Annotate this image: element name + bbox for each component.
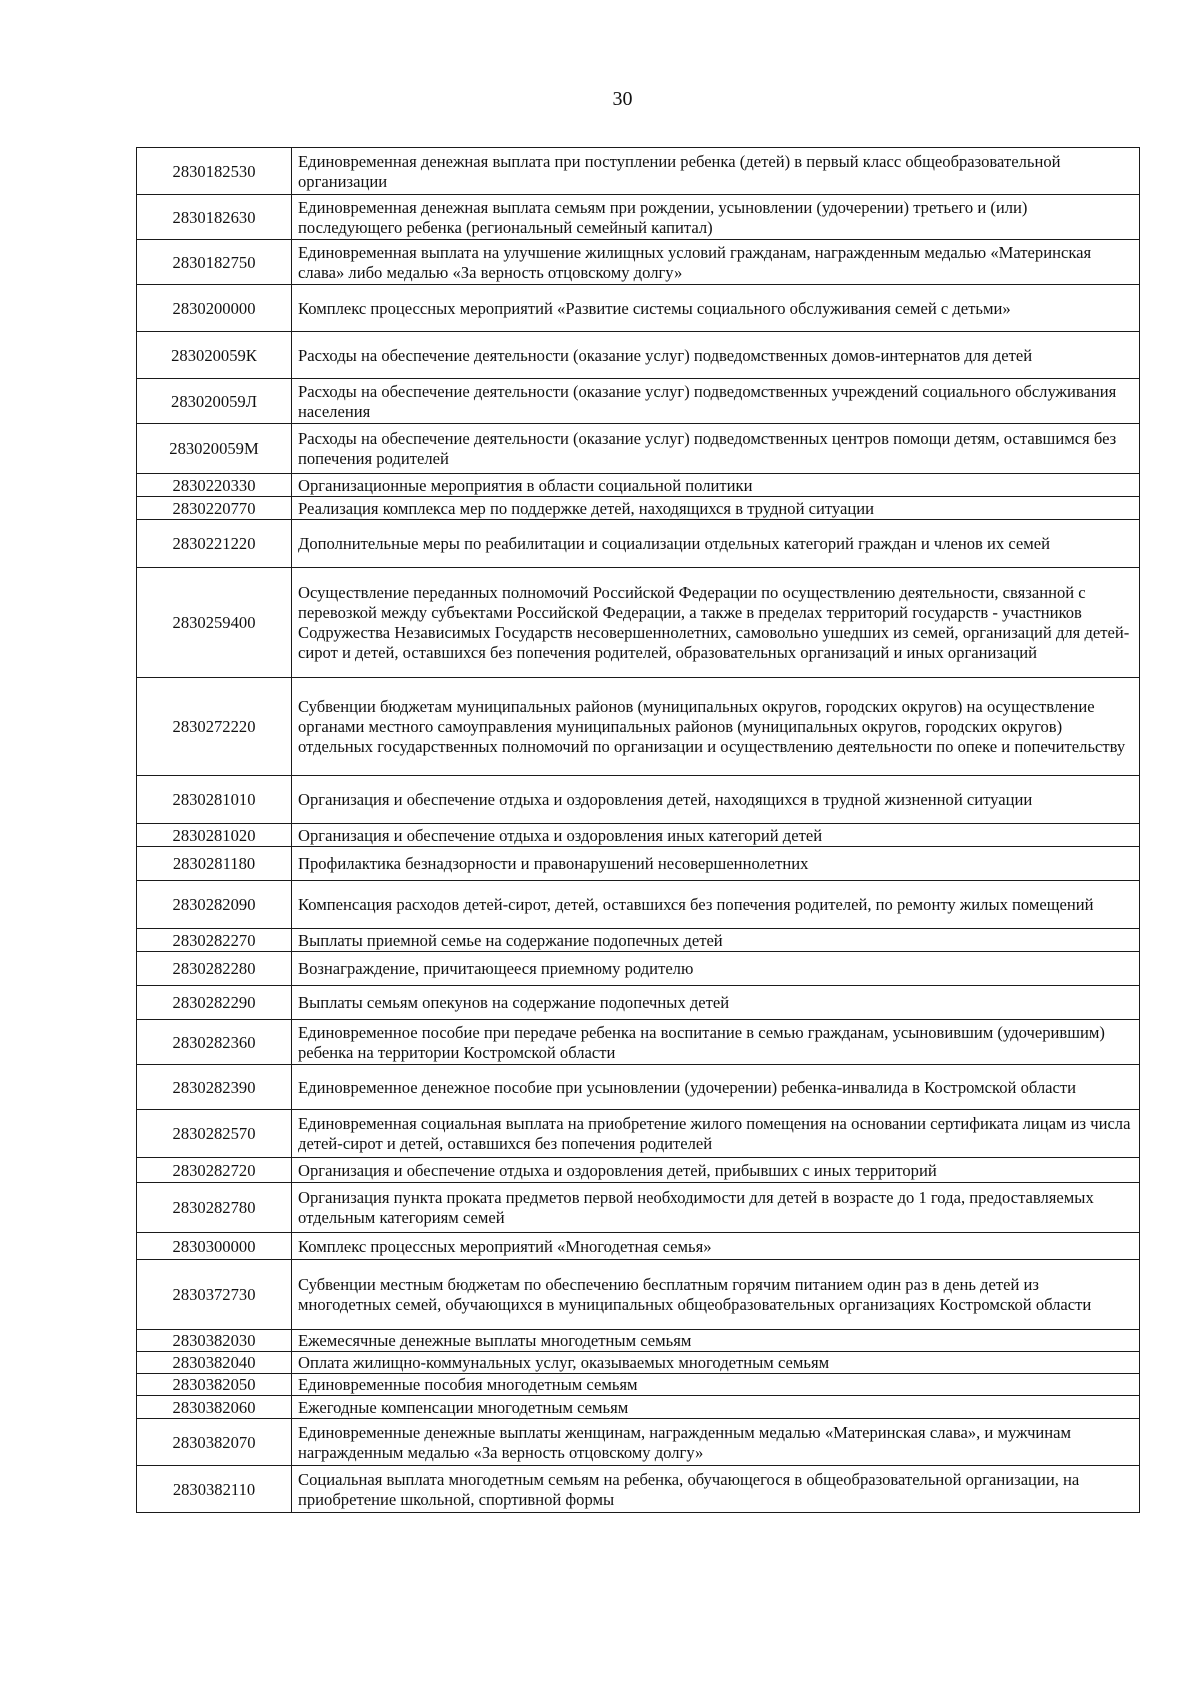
row-description: Выплаты семьям опекунов на содержание подопечных детей (292, 986, 1140, 1020)
table-row (137, 1260, 1140, 1330)
table-row (137, 881, 1140, 929)
table-row (137, 379, 1140, 424)
row-description: Расходы на обеспечение деятельности (оказание услуг) подведомственных домов-интернатов для детей (292, 332, 1140, 379)
row-code: 2830282280 (137, 952, 292, 986)
row-code: 2830382070 (137, 1419, 292, 1466)
row-description: Дополнительные меры по реабилитации и социализации отдельных категорий граждан и членов их семей (292, 520, 1140, 568)
row-code: 2830300000 (137, 1233, 292, 1260)
row-description: Расходы на обеспечение деятельности (оказание услуг) подведомственных учреждений социального обслуживания населения (292, 379, 1140, 424)
table-row (137, 1396, 1140, 1419)
row-code: 283020059К (137, 332, 292, 379)
table-row (137, 520, 1140, 568)
row-description: Единовременные денежные выплаты женщинам, награжденным медалью «Материнская слава», и мужчинам награжденным медалью «За верность отцовскому долгу» (292, 1419, 1140, 1466)
table-row (137, 1183, 1140, 1233)
row-code: 2830281020 (137, 824, 292, 847)
row-code: 2830200000 (137, 285, 292, 332)
table-row (137, 1330, 1140, 1352)
row-code: 2830282360 (137, 1020, 292, 1065)
row-description: Выплаты приемной семье на содержание подопечных детей (292, 929, 1140, 952)
row-code: 2830259400 (137, 568, 292, 678)
row-description: Расходы на обеспечение деятельности (оказание услуг) подведомственных центров помощи детям, оставшимся без попечения родителей (292, 424, 1140, 474)
page-number: 30 (612, 88, 633, 110)
row-code: 2830221220 (137, 520, 292, 568)
row-code: 2830281010 (137, 776, 292, 824)
row-description: Организация и обеспечение отдыха и оздоровления детей, находящихся в трудной жизненной ситуации (292, 776, 1140, 824)
table-row (137, 1020, 1140, 1065)
row-description: Единовременная социальная выплата на приобретение жилого помещения на основании сертификата лицам из числа детей-сирот и детей, оставшихся без попечения родителей (292, 1110, 1140, 1158)
row-code: 2830282090 (137, 881, 292, 929)
row-description: Оплата жилищно-коммунальных услуг, оказываемых многодетным семьям (292, 1352, 1140, 1374)
row-description: Ежемесячные денежные выплаты многодетным семьям (292, 1330, 1140, 1352)
row-description: Единовременная выплата на улучшение жилищных условий гражданам, награжденным медалью «Материнская слава» либо медалью «За верность отцовскому долгу» (292, 240, 1140, 285)
row-description: Комплекс процессных мероприятий «Развитие системы социального обслуживания семей с детьми» (292, 285, 1140, 332)
row-description: Организация и обеспечение отдыха и оздоровления детей, прибывших с иных территорий (292, 1158, 1140, 1183)
table-row (137, 1352, 1140, 1374)
row-code: 2830272220 (137, 678, 292, 776)
row-code: 283020059Л (137, 379, 292, 424)
row-description: Единовременная денежная выплата семьям при рождении, усыновлении (удочерении) третьего и (или) последующего ребенка (региональный семейный капитал) (292, 195, 1140, 240)
row-code: 2830372730 (137, 1260, 292, 1330)
table-row (137, 148, 1140, 195)
row-description: Субвенции местным бюджетам по обеспечению бесплатным горячим питанием один раз в день детей из многодетных семей, обучающихся в муниципальных общеобразовательных организациях Костромской области (292, 1260, 1140, 1330)
row-code: 2830220330 (137, 474, 292, 497)
row-description: Реализация комплекса мер по поддержке детей, находящихся в трудной ситуации (292, 497, 1140, 520)
table-row (137, 776, 1140, 824)
row-code: 2830382050 (137, 1374, 292, 1396)
row-description: Ежегодные компенсации многодетным семьям (292, 1396, 1140, 1419)
table-row (137, 929, 1140, 952)
table-row (137, 1419, 1140, 1466)
table-row (137, 1466, 1140, 1513)
row-code: 2830382060 (137, 1396, 292, 1419)
row-code: 2830220770 (137, 497, 292, 520)
row-description: Организационные мероприятия в области социальной политики (292, 474, 1140, 497)
table-row (137, 824, 1140, 847)
table-row (137, 1065, 1140, 1110)
row-code: 2830282720 (137, 1158, 292, 1183)
row-code: 2830282570 (137, 1110, 292, 1158)
table-row (137, 1233, 1140, 1260)
row-description: Единовременные пособия многодетным семьям (292, 1374, 1140, 1396)
row-description: Социальная выплата многодетным семьям на ребенка, обучающегося в общеобразовательной организации, на приобретение школьной, спортивной формы (292, 1466, 1140, 1513)
table-row (137, 497, 1140, 520)
row-code: 2830282270 (137, 929, 292, 952)
row-code: 2830382110 (137, 1466, 292, 1513)
table-row (137, 1158, 1140, 1183)
row-description: Профилактика безнадзорности и правонарушений несовершеннолетних (292, 847, 1140, 881)
row-code: 2830182630 (137, 195, 292, 240)
row-description: Единовременное пособие при передаче ребенка на воспитание в семью гражданам, усыновившим (удочерившим) ребенка на территории Костромской области (292, 1020, 1140, 1065)
table-row (137, 240, 1140, 285)
row-description: Организация пункта проката предметов первой необходимости для детей в возрасте до 1 года, предоставляемых отдельным категориям семей (292, 1183, 1140, 1233)
budget-code-table (136, 147, 1140, 1513)
table-row (137, 847, 1140, 881)
row-description: Вознаграждение, причитающееся приемному родителю (292, 952, 1140, 986)
row-code: 2830182530 (137, 148, 292, 195)
table-row (137, 952, 1140, 986)
row-description: Субвенции бюджетам муниципальных районов (муниципальных округов, городских округов) на осуществление органами местного самоуправления муниципальных районов (муниципальных округов, городских округов) отдельных государственных полномочий по организации и осуществлению деятельности по опеке и попечительству (292, 678, 1140, 776)
table-row (137, 1374, 1140, 1396)
table-row (137, 285, 1140, 332)
table-row (137, 986, 1140, 1020)
row-code: 2830281180 (137, 847, 292, 881)
row-description: Осуществление переданных полномочий Российской Федерации по осуществлению деятельности, связанной с перевозкой между субъектами Российской Федерации, а также в пределах территорий государств - участников Содружества Независимых Государств несовершеннолетних, самовольно ушедших из семей, организаций для детей-сирот и детей, оставшихся без попечения родителей, образовательных организаций и иных организаций (292, 568, 1140, 678)
table-row (137, 424, 1140, 474)
row-description: Комплекс процессных мероприятий «Многодетная семья» (292, 1233, 1140, 1260)
table-row (137, 474, 1140, 497)
table-row (137, 195, 1140, 240)
table-row (137, 332, 1140, 379)
row-description: Компенсация расходов детей-сирот, детей, оставшихся без попечения родителей, по ремонту жилых помещений (292, 881, 1140, 929)
row-code: 2830282390 (137, 1065, 292, 1110)
row-code: 2830182750 (137, 240, 292, 285)
table-row (137, 1110, 1140, 1158)
row-code: 2830282290 (137, 986, 292, 1020)
row-description: Организация и обеспечение отдыха и оздоровления иных категорий детей (292, 824, 1140, 847)
row-code: 2830282780 (137, 1183, 292, 1233)
row-code: 2830382040 (137, 1352, 292, 1374)
row-code: 283020059М (137, 424, 292, 474)
row-code: 2830382030 (137, 1330, 292, 1352)
row-description: Единовременная денежная выплата при поступлении ребенка (детей) в первый класс общеобразовательной организации (292, 148, 1140, 195)
table-row (137, 568, 1140, 678)
table-row (137, 678, 1140, 776)
row-description: Единовременное денежное пособие при усыновлении (удочерении) ребенка-инвалида в Костромской области (292, 1065, 1140, 1110)
